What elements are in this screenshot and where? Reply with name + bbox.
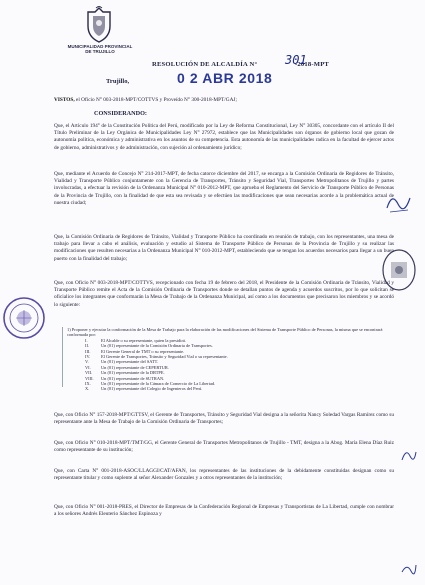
paragraph-2: Que, mediante el Acuerdo de Concejo N° 214-2017-MPT, de fecha catorce diciembre del 2017, se encarga a la Comisión Ordinaria de Regidores de Tránsito, Vialidad y Transporte Público conjuntamente con la Gerencia de Transportes, Tránsito y Seguridad Vial, Transportes Metropolitanos de Trujillo y partes involucradas, a efectuar la revisión de la Ordenanza Municipal N° 010-2012-MPT, que aprueba el Reglamento del Servicio de Transporte Público de Personas de la Provincia de Trujillo, con la finalidad de que esta sea revisada y se efectúen las modificaciones que sean necesarias acorde a la problemática actual de nuestra ciudad; [54, 171, 394, 206]
list-items [67, 338, 401, 392]
list-item-index: IV. [85, 354, 91, 360]
round-seal-icon [2, 296, 46, 340]
city-label: Trujillo, [106, 78, 130, 85]
vistos-line [54, 97, 394, 104]
municipality-name [64, 44, 136, 54]
list-item-text: El Gerente de Transportes, Tránsito y Seguridad Vial o su representante. [101, 354, 228, 360]
list-item-text: Un (01) representante de la DRTPE. [101, 370, 165, 376]
vistos-text: el Oficio N° 003-2018-MPT/COTTVS y Proveído N° 300-2018-MPT/GAJ; [76, 97, 237, 103]
list-item-text: El Gerente General de TMT o su representante. [101, 348, 185, 354]
date-stamp: 0 2 ABR 2018 [177, 70, 273, 86]
paragraph-4: Que, con Oficio N° 003-2018-MPT/COTTVS, recepcionado con fecha 19 de febrero del 2018, el Presidente de la Comisión Ordinaria de Tránsito, Vialidad y Transporte Público remite el Acta de la Comisión Ordinaria de Transportes donde se detallan puntos de agenda y acuerdos suscritos, por lo que solicitan se oficialice los integrantes que conformarán la Mesa de Trabajo de la Ordenanza Municipal, así como a los documentos que precisaron los miembros y se acordó lo siguiente: [54, 280, 394, 308]
list-item-index: X. [85, 386, 90, 392]
list-item-index: IX. [85, 381, 91, 387]
closing-paragraph-4: Que, con Oficio N° 001-2018-PRES, el Director de Empresas de la Confederación Regional de Empresas y Transportistas de La Libertad, cumple con nombrar a los señores Andrés Eleuterio Sánchez Espinoza y [54, 504, 394, 518]
paragraph-3: Que, la Comisión Ordinaria de Regidores de Tránsito, Vialidad y Transporte Público ha coordinado en reunión de trabajo, con los representantes, una mesa de trabajo para llevar a cabo el análisis, evaluación y estudio al Sistema de Transporte Público de Personas de la Provincia de Trujillo y su realizar las modificaciones que resulten necesarias a la Ordenanza Municipal N° 010-2012-MPT, estableciendo que se tengan los acuerdos necesarios para llegar a un buen puerto con la finalidad del trabajo; [54, 234, 394, 262]
list-item-text: Un (01) representante de CEPERTUR. [101, 364, 169, 370]
list-item-text: Un (01) representante de SUTRAN. [101, 375, 165, 381]
margin-initial-icon [400, 560, 418, 578]
margin-initial-icon [400, 446, 418, 464]
list-item-index: VI. [85, 364, 91, 370]
resolution-suffix: -2018-MPT [295, 61, 330, 68]
closing-paragraph-1: Que, con Oficio N° 157-2018-MPT/GTTSV, el Gerente de Transportes, Tránsito y Seguridad Vial designa a la señorita Nancy Soledad Vargas Ramírez como su representante ante la Mesa de Trabajo de la Comisión Ordinaria de Transportes; [54, 412, 394, 426]
list-item-text: Un (01) representante del Colegio de Ingenieros del Perú. [101, 386, 203, 392]
closing-paragraph-2: Que, con Oficio N° 010-2018-MPT/TMT/GG, el Gerente General de Transportes Metropolitanos de Trujillo - TMT, designa a la Abog. María Elena Díaz Ruiz como representante de su institución; [54, 440, 394, 454]
list-item-index: I. [85, 337, 88, 343]
resolution-number: 301 [285, 53, 307, 67]
vistos-label: VISTOS, [54, 97, 75, 103]
paragraph-1: Que, el Artículo 194° de la Constitución Política del Perú, modificado por la Ley de Reforma Constitucional, Ley N° 30305, concordante con el artículo II del Título Preliminar de la Ley Orgánica de Municipalidades Ley N° 27972, establece que las Municipalidades son órganos de gobierno local que gozan de autonomía política, económica y administrativa en los asuntos de su competencia. Esta autonomía de las municipalidades radica en la facultad de ejercer actos de gobierno, administrativos y de administración, con sujeción al ordenamiento jurídico; [54, 123, 394, 151]
municipality-line2: DE TRUJILLO [85, 49, 115, 54]
round-seal-icon [381, 248, 417, 292]
closing-paragraph-3: Que, con Carta N° 001-2018-ASOC/LLAGGI/CAT/AFAN, los representantes de las instituciones de la debidamente constituidas designan como su representante titular y como suplente al señor Alexander Gonzales y a otros representantes de la institución; [54, 468, 394, 482]
list-item-index: VIII. [85, 375, 94, 381]
resolution-title-label: RESOLUCIÓN DE ALCALDÍA N° [152, 61, 258, 68]
list-item-index: II. [85, 343, 90, 349]
list-item-text: Un (01) representante de la Comisión Ordinaria de Transportes. [101, 343, 213, 349]
list-item-text: Un (01) representante del SATT. [101, 359, 159, 365]
working-group-list [62, 327, 401, 392]
list-item-index: V. [85, 359, 89, 365]
considerando-heading: CONSIDERANDO: [94, 110, 147, 117]
signature-mark-icon [384, 188, 414, 218]
list-item-text: El Alcalde o su representante, quien la presidirá. [101, 337, 186, 343]
municipality-line1: MUNICIPALIDAD PROVINCIAL [67, 44, 133, 49]
municipal-crest-icon [84, 6, 114, 44]
list-item [85, 386, 401, 391]
list-item-text: Un (01) representante de la Cámara de Comercio de La Libertad. [101, 381, 216, 387]
list-item-index: III. [85, 348, 91, 354]
list-item-index: VII. [85, 370, 93, 376]
list-intro: 1) Proponer y ejecutar la conformación de la Mesa de Trabajo para la elaboración de las modificaciones del Sistema de Transporte Público de Personas, la misma que se encontrará conformada por: [67, 327, 383, 338]
